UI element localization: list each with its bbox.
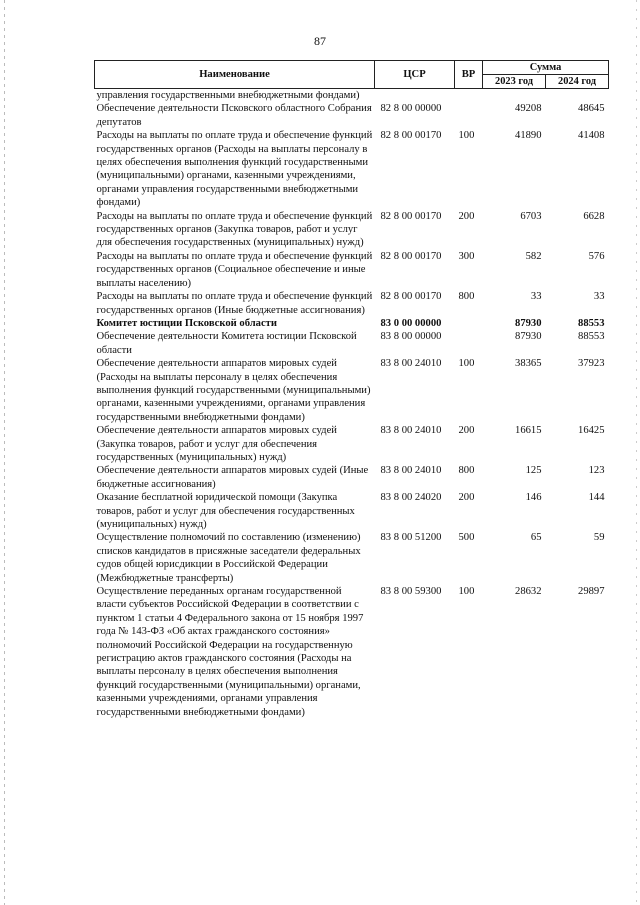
- budget-table: [94, 60, 609, 719]
- column-header-name: Наименование: [95, 61, 375, 89]
- row-vr-code: [455, 89, 483, 103]
- column-header-sum: Сумма: [483, 61, 609, 75]
- row-vr-code: [455, 330, 483, 357]
- table-header: [95, 61, 609, 89]
- row-csr-code: 82 8 00 00170: [380, 130, 442, 142]
- row-amount-2024: 37923: [578, 358, 605, 370]
- row-amount-2024: 33: [593, 291, 605, 303]
- row-amount-2023: 146: [525, 492, 542, 504]
- row-vr-code: 100: [458, 130, 475, 142]
- row-amount-2023: 38365: [515, 358, 542, 370]
- row-name: Обеспечение деятельности аппаратов мировых судей (Закупка товаров, работ и услуг для обеспечения государственных (муниципальных) нужд): [96, 425, 337, 463]
- row-vr-code: 800: [458, 291, 475, 303]
- row-name: Обеспечение деятельности аппаратов мировых судей (Иные бюджетные ассигнования): [96, 465, 369, 490]
- row-vr-code: 200: [458, 425, 475, 437]
- row-vr-code: 500: [458, 532, 475, 544]
- row-vr-code: [455, 317, 483, 330]
- scan-edge-left: [4, 0, 5, 905]
- row-amount-2024: 88553: [578, 317, 605, 329]
- scan-edge-right: [636, 0, 637, 905]
- row-amount-2024: 88553: [578, 331, 605, 343]
- row-name: Обеспечение деятельности Псковского областного Собрания депутатов: [96, 103, 372, 128]
- table-row: [95, 424, 609, 464]
- row-name: Комитет юстиции Псковской области: [96, 317, 277, 329]
- row-vr-code: 300: [458, 250, 475, 262]
- row-amount-2023: 582: [525, 250, 542, 262]
- row-amount-2023: 87930: [515, 317, 542, 329]
- row-csr-code: 83 8 00 51200: [380, 532, 442, 544]
- column-header-vr: ВР: [455, 61, 483, 89]
- column-header-year-2023: 2023 год: [483, 75, 546, 89]
- row-name: Расходы на выплаты по оплате труда и обеспечение функций государственных органов (Расходы на выплаты персоналу в целях обеспечения выполнения функций государственными (муниципальными) органами, казенными учреждениями, органами управления государственными внебюджетными фондами): [96, 130, 373, 209]
- table-row: [95, 491, 609, 531]
- row-vr-code: [455, 102, 483, 129]
- row-name: управления государственными внебюджетными фондами): [96, 90, 360, 101]
- row-csr-code: [375, 89, 455, 103]
- row-vr-code: 200: [458, 492, 475, 504]
- row-amount-2023: 65: [530, 532, 542, 544]
- row-amount-2024: 144: [588, 492, 605, 504]
- row-csr-code: 82 8 00 00000: [380, 103, 442, 115]
- row-amount-2023: 49208: [515, 103, 542, 115]
- row-amount-2023: 16615: [515, 425, 542, 437]
- table-row: [95, 585, 609, 719]
- table-row: [95, 210, 609, 250]
- row-csr-code: 83 8 00 24010: [380, 358, 442, 370]
- row-name: Расходы на выплаты по оплате труда и обеспечение функций государственных органов (Закупка товаров, работ и услуг для обеспечения государственных (муниципальных) нужд): [96, 210, 373, 249]
- row-amount-2024: 576: [588, 250, 605, 262]
- row-vr-code: 800: [458, 465, 475, 477]
- table-row: [95, 330, 609, 357]
- row-amount-2024: 29897: [578, 586, 605, 598]
- table-row: [95, 531, 609, 585]
- row-csr-code: 83 8 00 00000: [380, 331, 442, 343]
- row-name: Расходы на выплаты по оплате труда и обеспечение функций государственных органов (Иные бюджетные ассигнования): [96, 291, 373, 316]
- row-csr-code: 83 8 00 24010: [380, 425, 442, 437]
- row-amount-2023: [483, 89, 546, 103]
- row-csr-code: 83 0 00 00000: [380, 317, 442, 329]
- row-csr-code: 83 8 00 24010: [380, 465, 442, 477]
- row-amount-2024: 16425: [578, 425, 605, 437]
- table-row: [95, 357, 609, 424]
- table-row: [95, 89, 609, 103]
- row-name: Оказание бесплатной юридической помощи (Закупка товаров, работ и услуг для обеспечения государственных (муниципальных) нужд): [96, 492, 355, 530]
- row-amount-2024: [546, 89, 609, 103]
- row-amount-2024: 41408: [578, 130, 605, 142]
- page-number: 87: [314, 34, 326, 48]
- row-csr-code: 83 8 00 24020: [380, 492, 442, 504]
- row-amount-2023: 125: [525, 465, 542, 477]
- row-csr-code: 82 8 00 00170: [380, 210, 442, 222]
- row-name: Обеспечение деятельности Комитета юстиции Псковской области: [96, 331, 357, 356]
- column-header-year-2024: 2024 год: [546, 75, 609, 89]
- row-csr-code: 82 8 00 00170: [380, 291, 442, 303]
- table-row: [95, 317, 609, 330]
- row-csr-code: 82 8 00 00170: [380, 250, 442, 262]
- table-row: [95, 129, 609, 209]
- row-amount-2024: 6628: [583, 210, 605, 222]
- row-name: Осуществление переданных органам государственной власти субъектов Российской Федерации в соответствии с пунктом 1 статьи 4 Федерального закона от 15 ноября 1997 года № 143-ФЗ «Об актах гражданского состояния» полномочий Российской Федерации на государственную регистрацию актов гражданского состояния (Расходы на выплаты персоналу в целях обеспечения выполнения функций государственными (муниципальными) органами, казенными учреждениями, органами управления государственными внебюджетными фондами): [96, 586, 364, 718]
- row-csr-code: 83 8 00 59300: [380, 586, 442, 598]
- row-amount-2023: 33: [530, 291, 542, 303]
- table-row: [95, 102, 609, 129]
- column-header-csr: ЦСР: [375, 61, 455, 89]
- row-amount-2023: 6703: [520, 210, 542, 222]
- row-amount-2023: 41890: [515, 130, 542, 142]
- table-row: [95, 464, 609, 491]
- row-vr-code: 200: [458, 210, 475, 222]
- row-vr-code: 100: [458, 358, 475, 370]
- row-name: Осуществление полномочий по составлению (изменению) списков кандидатов в присяжные заседатели федеральных судов общей юрисдикции в Российской Федерации (Межбюджетные трансферты): [96, 532, 361, 584]
- table-body: [95, 89, 609, 720]
- row-amount-2024: 59: [593, 532, 605, 544]
- row-amount-2024: 123: [588, 465, 605, 477]
- row-amount-2023: 28632: [515, 586, 542, 598]
- table-row: [95, 290, 609, 317]
- table-row: [95, 250, 609, 290]
- row-amount-2023: 87930: [515, 331, 542, 343]
- row-name: Обеспечение деятельности аппаратов мировых судей (Расходы на выплаты персоналу в целях обеспечения выполнения функций государственными (муниципальными) органами, казенными учреждениями, органами управления государственными внебюджетными фондами): [96, 358, 371, 423]
- row-amount-2024: 48645: [578, 103, 605, 115]
- row-name: Расходы на выплаты по оплате труда и обеспечение функций государственных органов (Социальное обеспечение и иные выплаты населению): [96, 250, 373, 289]
- row-vr-code: 100: [458, 586, 475, 598]
